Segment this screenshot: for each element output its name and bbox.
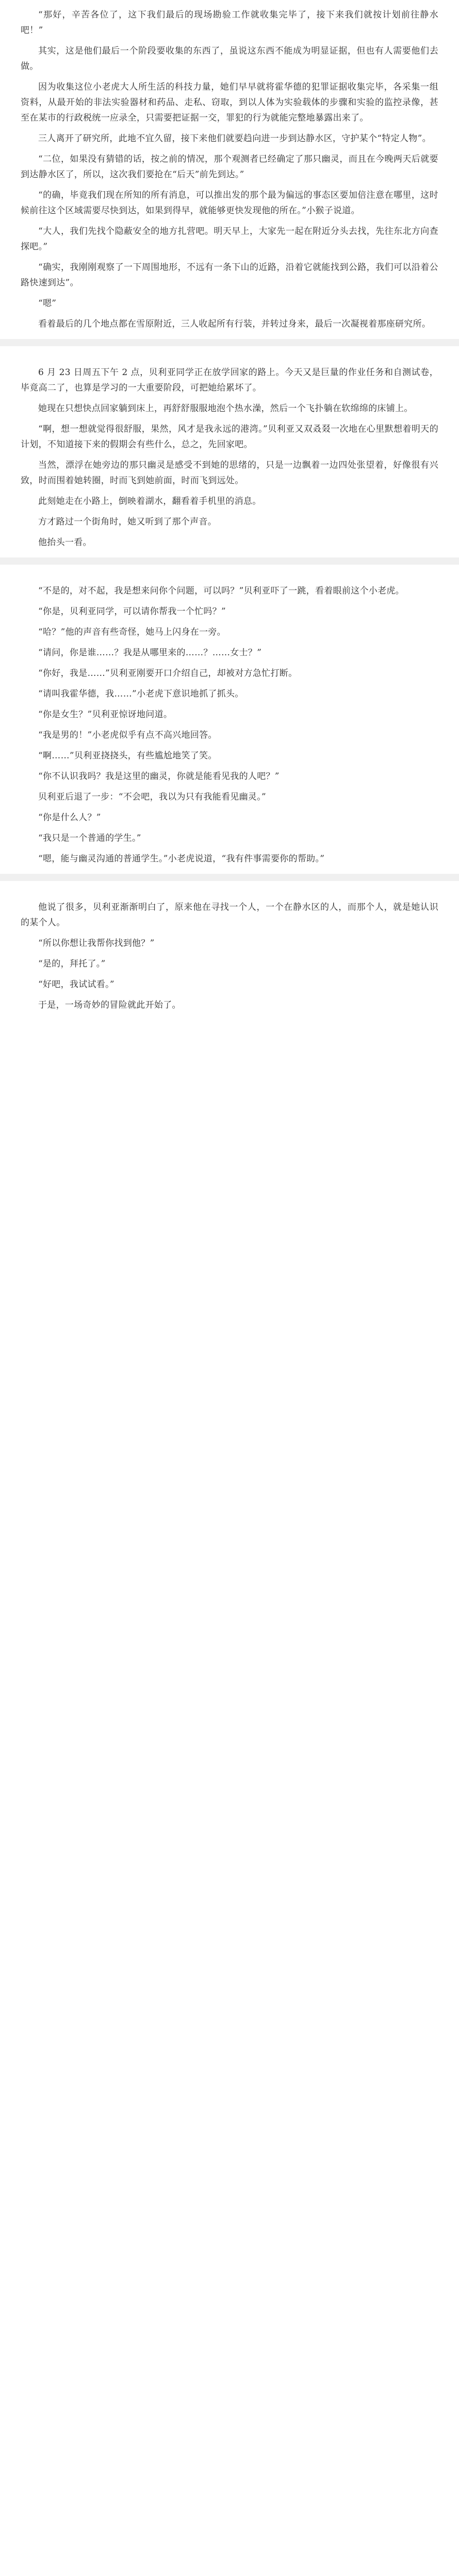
section-divider <box>0 874 459 881</box>
paragraph: “那好，辛苦各位了，这下我们最后的现场勘验工作就收集完毕了，接下来我们就按计划前往静水吧！” <box>21 10 438 36</box>
paragraph: 因为收集这位小老虎大人所生活的科技力量，她们早早就将霍华德的犯罪证据收集完毕，各采集一组资料，从最开始的非法实验器材和药品、走私、窃取，到以人体为实验载体的步骤和实验的监控录像，甚至在某市的行政税统一应录全，只需要把证据一交，罪犯的行为就能完整地暴露出来了。 <box>21 82 438 123</box>
paragraph: 方才路过一个街角时，她又听到了那个声音。 <box>38 517 217 527</box>
paragraph: 当然，漂浮在她旁边的那只幽灵是感受不到她的思绪的，只是一边飘着一边四处张望着，好像很有兴致，时而围着她转圈，时而飞到她前面，时而飞到远处。 <box>21 460 438 486</box>
paragraph: “我只是一个普通的学生。” <box>38 833 141 843</box>
section-divider <box>0 557 459 565</box>
paragraph: “啊……”贝利亚挠挠头，有些尴尬地笑了笑。 <box>38 751 217 761</box>
paragraph: “二位，如果没有猜错的话，按之前的情况，那个观测者已经确定了那只幽灵，而且在今晚两天后就要到达静水区了，所以，这次我们要抢在“后天”前先到达。” <box>21 154 438 180</box>
paragraph: “你不认识我吗？我是这里的幽灵，你就是能看见我的人吧？” <box>38 771 280 782</box>
paragraph: 看着最后的几个地点都在雪原附近，三人收起所有行装，并转过身来，最后一次凝视着那座研究所。 <box>38 319 431 329</box>
paragraph: “不是的，对不起，我是想来问你个问题，可以吗？”贝利亚吓了一跳，看着眼前这个小老虎。 <box>38 586 404 596</box>
story-section-1 <box>0 0 459 332</box>
paragraph: “你是，贝利亚同学，可以请你帮我一个忙吗？” <box>38 606 226 617</box>
paragraph: “所以你想让我帮你找到他？” <box>38 938 155 948</box>
story-section-2 <box>0 353 459 550</box>
paragraph: “确实，我刚刚观察了一下周围地形，不远有一条下山的近路，沿着它就能找到公路，我们可以沿着公路快速到达”。 <box>21 262 438 288</box>
paragraph: 此刻她走在小路上，倒映着湖水，翻看着手机里的消息。 <box>38 496 261 506</box>
paragraph: “请叫我霍华德，我……”小老虎下意识地抓了抓头。 <box>38 689 244 699</box>
section-divider <box>0 339 459 346</box>
paragraph: 他抬头一看。 <box>38 537 92 548</box>
paragraph: 贝利亚后退了一步：“不会吧，我以为只有我能看见幽灵。” <box>38 792 266 802</box>
paragraph: 其实，这是他们最后一个阶段要收集的东西了，虽说这东西不能成为明显证据，但也有人需要他们去做。 <box>21 46 438 72</box>
paragraph: 于是，一场奇妙的冒险就此开始了。 <box>38 1000 181 1010</box>
paragraph: “你好，我是……”贝利亚刚要开口介绍自己，却被对方急忙打断。 <box>38 668 298 679</box>
story-section-3 <box>0 572 459 867</box>
paragraph: “的确，毕竟我们现在所知的所有消息，可以推出发的那个最为偏远的事态区要加倍注意在哪里，这时候前往这个区域需要尽快到达，如果到得早，就能够更快发现他的所在。”小猴子说道。 <box>21 190 438 216</box>
paragraph: “请问，你是谁……？我是从哪里来的……？……女士？” <box>38 648 262 658</box>
paragraph: “嗯，能与幽灵沟通的普通学生。”小老虎说道，“我有件事需要你的帮助。” <box>38 854 325 864</box>
paragraph: 三人离开了研究所，此地不宜久留，接下来他们就要趋向进一步到达静水区，守护某个“特定人物”。 <box>38 133 431 144</box>
paragraph: “啊，想一想就觉得很舒服，果然，风才是我永远的港湾。”贝利亚又双叒叕一次地在心里默想着明天的计划，不知道接下来的假期会有些什么，总之，先回家吧。 <box>21 424 438 450</box>
paragraph: “好吧，我试试看。” <box>38 979 114 990</box>
story-section-4 <box>0 888 459 1013</box>
paragraph: 他说了很多，贝利亚渐渐明白了，原来他在寻找一个人，一个在静水区的人，而那个人，就是她认识的某个人。 <box>21 902 438 928</box>
paragraph: “你是女生？”贝利亚惊讶地问道。 <box>38 709 173 720</box>
paragraph: “你是什么人？” <box>38 812 101 823</box>
paragraph: “我是男的！”小老虎似乎有点不高兴地回答。 <box>38 730 217 740</box>
paragraph: “哈？”他的声音有些奇怪，她马上闪身在一旁。 <box>38 627 226 637</box>
paragraph: 6 月 23 日周五下午 2 点，贝利亚同学正在放学回家的路上。今天又是巨量的作业任务和自测试卷，毕竟高二了，也算是学习的一大重要阶段，可把她给累坏了。 <box>21 367 438 393</box>
paragraph: 她现在只想快点回家躺到床上，再舒舒服服地泡个热水澡，然后一个飞扑躺在软绵绵的床铺上。 <box>38 403 413 414</box>
paragraph: “是的，拜托了。” <box>38 959 106 969</box>
paragraph: “大人，我们先找个隐蔽安全的地方扎营吧。明天早上，大家先一起在附近分头去找，先往东北方向查探吧。” <box>21 226 438 252</box>
paragraph: “嗯” <box>38 298 57 309</box>
